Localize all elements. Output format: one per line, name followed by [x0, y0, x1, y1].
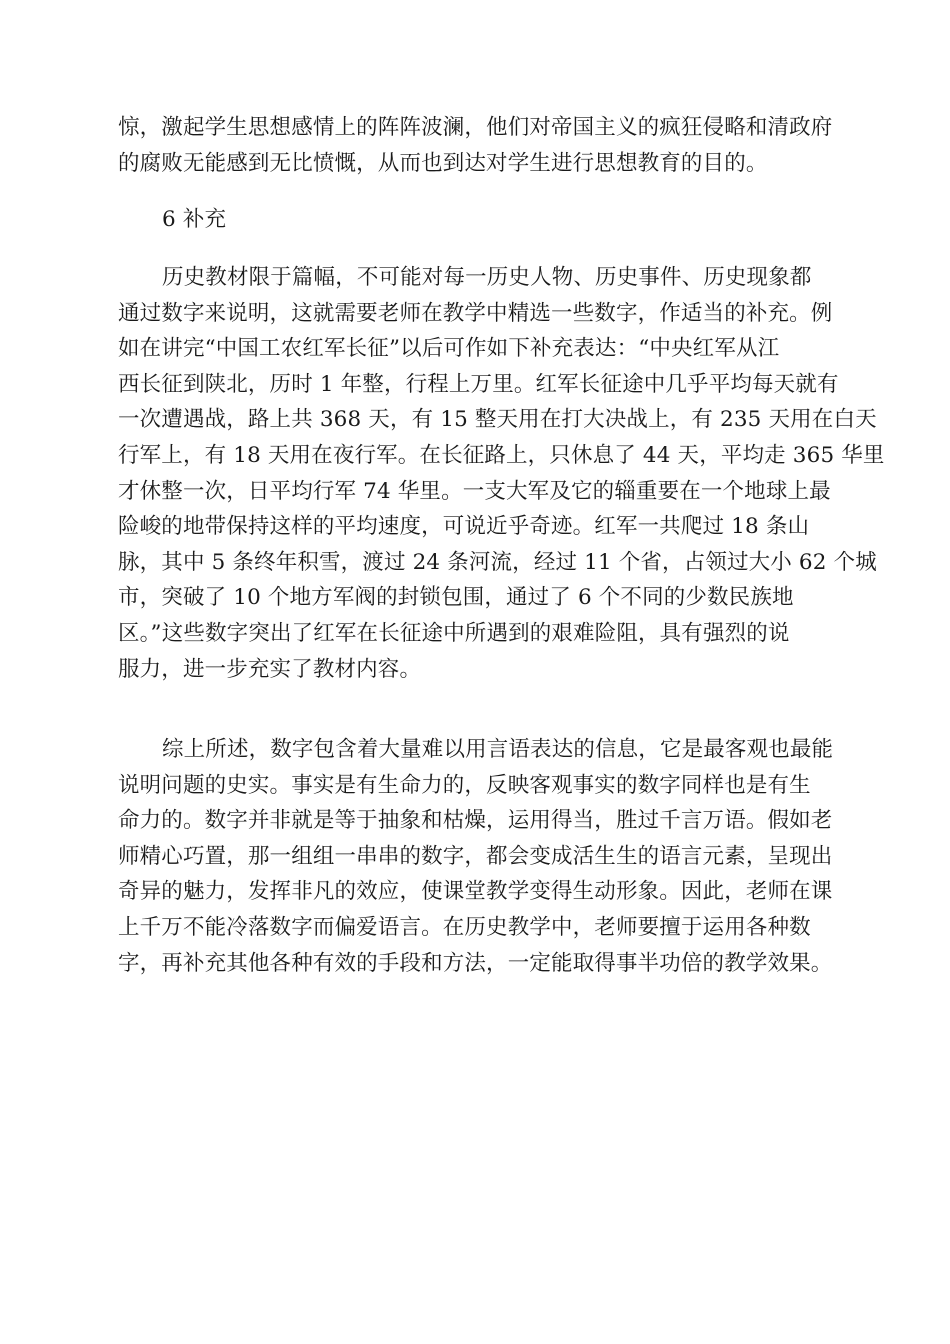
paragraph-line: 市，突破了 10 个地方军阀的封锁包围，通过了 6 个不同的少数民族地: [118, 585, 794, 611]
paragraph-supplement: [118, 260, 885, 687]
paragraph-line: 西长征到陕北，历时 1 年整，行程上万里。红军长征途中几乎平均每天就有: [118, 371, 839, 397]
paragraph-line: 通过数字来说明，这就需要老师在教学中精选一些数字，作适当的补充。例: [118, 300, 833, 326]
paragraph-line: 险峻的地带保持这样的平均速度，可说近乎奇迹。红军一共爬过 18 条山: [118, 514, 810, 540]
paragraph-continued: [118, 110, 838, 181]
paragraph-line: 如在讲完“中国工农红军长征”以后可作如下补充表达：“中央红军从江: [118, 336, 780, 362]
paragraph-line: 的腐败无能感到无比愤慨，从而也到达对学生进行思想教育的目的。: [118, 150, 768, 176]
paragraph-line: 字，再补充其他各种有效的手段和方法，一定能取得事半功倍的教学效果。: [118, 950, 833, 976]
paragraph-line: 说明问题的史实。事实是有生命力的，反映客观事实的数字同样也是有生: [118, 772, 811, 798]
paragraph-line: 惊，激起学生思想感情上的阵阵波澜，他们对帝国主义的疯狂侵略和清政府: [118, 115, 833, 140]
paragraph-line: 历史教材限于篇幅，不可能对每一历史人物、历史事件、历史现象都: [162, 265, 812, 290]
paragraph-line: 奇异的魅力，发挥非凡的效应，使课堂教学变得生动形象。因此，老师在课: [118, 879, 833, 905]
paragraph-line: 服力，进一步充实了教材内容。: [118, 656, 422, 682]
section-heading-block: [118, 202, 838, 238]
paragraph-line: 才休整一次，日平均行军 74 华里。一支大军及它的辎重要在一个地球上最: [118, 478, 831, 504]
paragraph-line: 行军上，有 18 天用在夜行军。在长征路上，只休息了 44 天，平均走 365 华里: [118, 442, 885, 468]
paragraph-line: 脉，其中 5 条终年积雪，渡过 24 条河流，经过 11 个省，占领过大小 62 个城: [118, 549, 877, 575]
section-heading: 6 补充: [162, 207, 227, 232]
paragraph-line: 师精心巧置，那一组组一串串的数字，都会变成活生生的语言元素，呈现出: [118, 843, 833, 869]
paragraph-line: 一次遭遇战，路上共 368 天，有 15 整天用在打大决战上，有 235 天用在白天: [118, 407, 877, 433]
paragraph-conclusion: [118, 732, 838, 981]
paragraph-line: 区。”这些数字突出了红军在长征途中所遇到的艰难险阻，具有强烈的说: [118, 620, 790, 646]
paragraph-line: 上千万不能冷落数字而偏爱语言。在历史教学中，老师要擅于运用各种数: [118, 914, 811, 940]
paragraph-line: 综上所述，数字包含着大量难以用言语表达的信息，它是最客观也最能: [162, 737, 834, 762]
paragraph-line: 命力的。数字并非就是等于抽象和枯燥，运用得当，胜过千言万语。假如老: [118, 808, 833, 834]
